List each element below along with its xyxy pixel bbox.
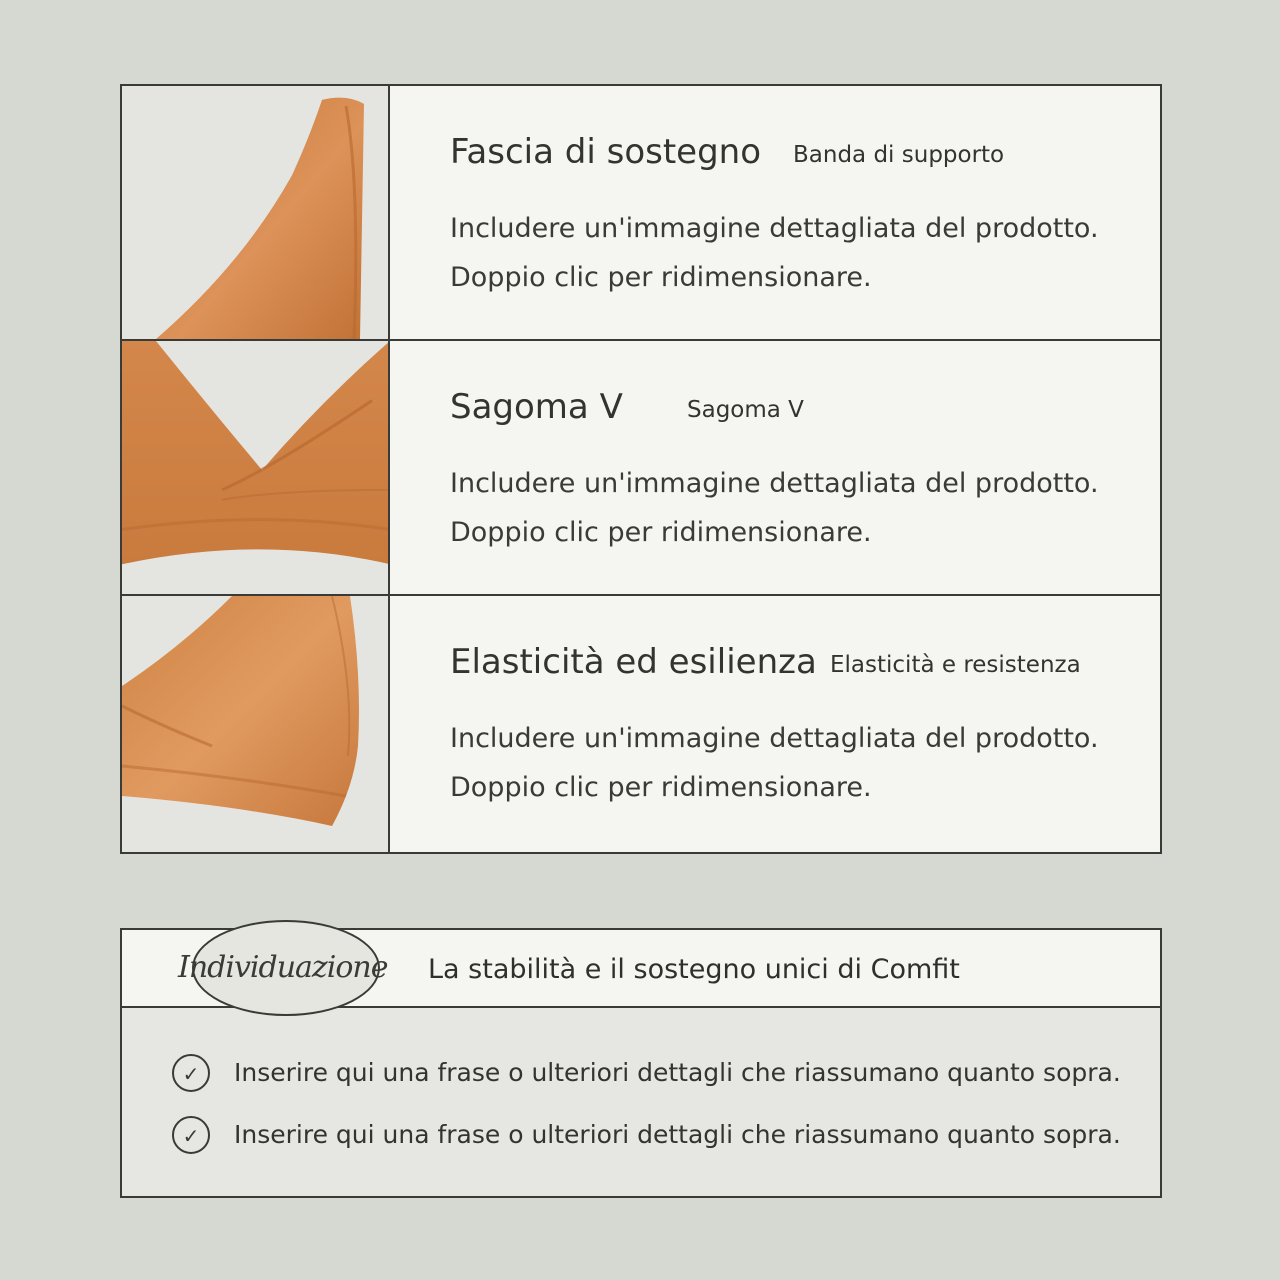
description-line: Includere un'immagine dettagliata del prodotto. (450, 723, 1099, 754)
feature-title: Sagoma V (450, 387, 623, 427)
feature-row-v-shape (122, 341, 1160, 596)
product-detail-image-v-neck[interactable] (122, 341, 390, 594)
feature-description (450, 204, 1099, 302)
feature-subtitle: Elasticità e resistenza (830, 652, 1081, 678)
summary-item-text: Inserire qui una frase o ulteriori dettagli che riassumano quanto sopra. (234, 1058, 1121, 1087)
description-line: Doppio clic per ridimensionare. (450, 262, 872, 293)
product-detail-image-strap[interactable] (122, 86, 390, 339)
summary-header (122, 930, 1160, 1008)
features-table (120, 84, 1162, 854)
product-detail-image-band[interactable] (122, 596, 390, 852)
feature-row-support-band (122, 86, 1160, 341)
summary-box (120, 928, 1162, 1198)
feature-subtitle: Sagoma V (687, 397, 804, 423)
description-line: Includere un'immagine dettagliata del prodotto. (450, 468, 1099, 499)
summary-item-text: Inserire qui una frase o ulteriori dettagli che riassumano quanto sopra. (234, 1120, 1121, 1149)
feature-row-elasticity (122, 596, 1160, 852)
feature-subtitle: Banda di supporto (793, 142, 1005, 168)
feature-description (450, 714, 1099, 812)
summary-title: La stabilità e il sostegno unici di Comfit (428, 954, 960, 985)
check-circle-icon: ✓ (172, 1054, 210, 1092)
feature-title: Fascia di sostegno (450, 132, 762, 172)
feature-description (450, 459, 1099, 557)
badge-script-text: Individuazione (178, 950, 388, 985)
feature-title: Elasticità ed esilienza (450, 642, 817, 682)
description-line: Doppio clic per ridimensionare. (450, 517, 872, 548)
check-circle-icon: ✓ (172, 1116, 210, 1154)
description-line: Doppio clic per ridimensionare. (450, 772, 872, 803)
description-line: Includere un'immagine dettagliata del prodotto. (450, 213, 1099, 244)
